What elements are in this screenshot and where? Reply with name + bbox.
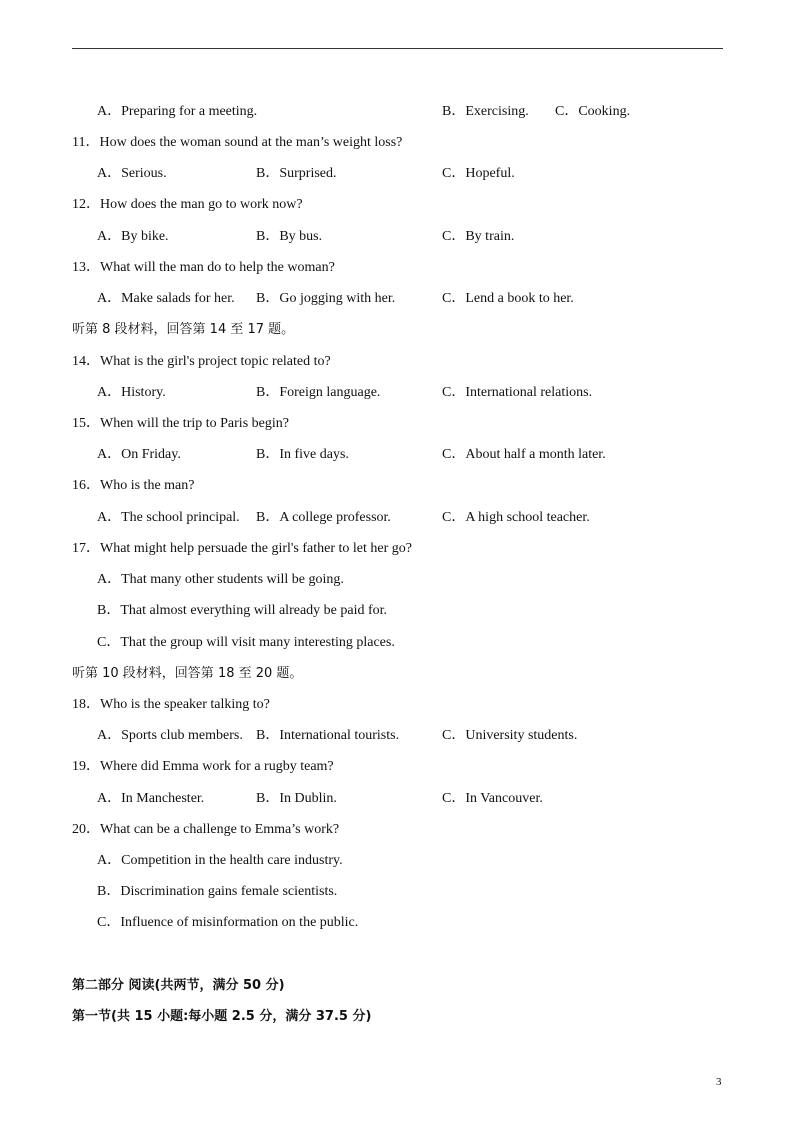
q19-option-b: B．In Dublin. [256,791,337,806]
q11-option-c: C．Hopeful. [442,166,515,181]
q16-option-c: C．A high school teacher. [442,510,590,525]
section-note-8: 听第 8 段材料，回答第 14 至 17 题。 [72,322,295,337]
question-13: 13．What will the man do to help the woman? [72,260,335,275]
question-17: 17．What might help persuade the girl's father to let her go? [72,541,412,556]
q16-option-a: A．The school principal. [97,510,240,525]
q14-option-a: A．History. [97,385,166,400]
q18-option-c: C．University students. [442,728,578,743]
q10-option-c: C．Cooking. [555,104,631,119]
q16-option-b: B．A college professor. [256,510,391,525]
q12-option-a: A．By bike. [97,229,169,244]
q15-option-a: A．On Friday. [97,447,181,462]
q13-option-b: B．Go jogging with her. [256,291,396,306]
q13-option-a: A．Make salads for her. [97,291,235,306]
q17-option-b: B．That almost everything will already be paid for. [97,603,388,618]
q15-option-b: B．In five days. [256,447,349,462]
q20-option-b: B．Discrimination gains female scientists. [97,884,338,899]
part-two-heading: 第二部分 阅读(共两节，满分 50 分) [72,978,285,993]
q12-option-c: C．By train. [442,229,515,244]
q17-option-c: C．That the group will visit many interesting places. [97,635,395,650]
header-rule [72,48,723,49]
q14-option-b: B．Foreign language. [256,385,381,400]
question-12: 12．How does the man go to work now? [72,197,303,212]
question-19: 19．Where did Emma work for a rugby team? [72,759,334,774]
question-20: 20．What can be a challenge to Emma’s work? [72,822,340,837]
question-14: 14．What is the girl's project topic related to? [72,354,331,369]
q13-option-c: C．Lend a book to her. [442,291,574,306]
q18-option-a: A．Sports club members. [97,728,243,743]
question-16: 16．Who is the man? [72,478,195,493]
q17-option-a: A．That many other students will be going. [97,572,344,587]
question-11: 11．How does the woman sound at the man’s weight loss? [72,135,403,150]
q10-option-b: B．Exercising. [442,104,529,119]
section-note-10: 听第 10 段材料，回答第 18 至 20 题。 [72,666,303,681]
question-18: 18．Who is the speaker talking to? [72,697,270,712]
q15-option-c: C．About half a month later. [442,447,606,462]
q20-option-c: C．Influence of misinformation on the public. [97,915,359,930]
page-number: 3 [716,1076,722,1088]
q10-option-a: A．Preparing for a meeting. [97,104,258,119]
q19-option-c: C．In Vancouver. [442,791,543,806]
question-15: 15．When will the trip to Paris begin? [72,416,289,431]
q11-option-b: B．Surprised. [256,166,337,181]
q20-option-a: A．Competition in the health care industry. [97,853,343,868]
q12-option-b: B．By bus. [256,229,323,244]
q14-option-c: C．International relations. [442,385,593,400]
part-two-subheading: 第一节(共 15 小题:每小题 2.5 分，满分 37.5 分) [72,1009,372,1024]
q11-option-a: A．Serious. [97,166,167,181]
q18-option-b: B．International tourists. [256,728,400,743]
q19-option-a: A．In Manchester. [97,791,205,806]
